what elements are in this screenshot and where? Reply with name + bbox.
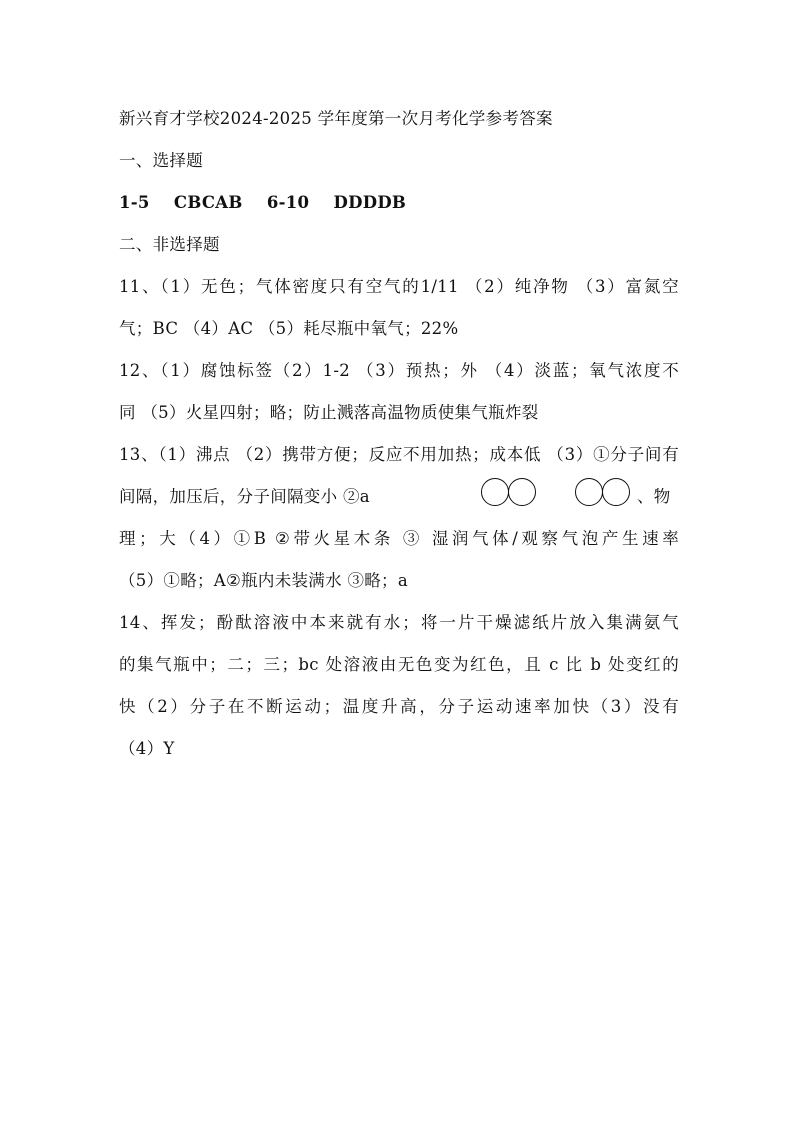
q13-line-4: （5）①略；A②瓶内未装满水 ③略；a bbox=[119, 571, 408, 590]
q12-line-2: 同 （5）火星四射；略；防止溅落高温物质使集气瓶炸裂 bbox=[119, 403, 539, 422]
q13-line-1: 13、（1）沸点 （2）携带方便；反应不用加热；成本低 （3）①分子间有 bbox=[119, 445, 679, 464]
molecule-circle-icon bbox=[508, 478, 536, 506]
q13-line-2-text: 间隔，加压后，分子间隔变小 ②a bbox=[119, 487, 370, 506]
molecule-circle-icon bbox=[602, 478, 630, 506]
q13-line-3: 理；大（4）①B ②带火星木条 ③ 湿润气体/观察气泡产生速率 bbox=[119, 529, 679, 548]
q13-line-2 bbox=[119, 486, 679, 508]
q11-line-1: 11、（1）无色；气体密度只有空气的1/11 （2）纯净物 （3）富氮空 bbox=[119, 277, 679, 296]
document-title: 新兴育才学校2024-2025 学年度第一次月考化学参考答案 bbox=[119, 109, 553, 128]
q14-line-4: （4）Y bbox=[119, 739, 175, 758]
molecule-diagram-1 bbox=[481, 482, 536, 506]
q12-line-1: 12、（1）腐蚀标签（2）1-2 （3）预热；外 （4）淡蓝；氧气浓度不 bbox=[119, 361, 679, 380]
molecule-diagram-2 bbox=[575, 482, 630, 506]
molecule-circle-icon bbox=[481, 478, 509, 506]
choice-answers: 1-5 CBCAB 6-10 DDDDB bbox=[119, 193, 407, 212]
section-heading-choice: 一、选择题 bbox=[119, 151, 203, 170]
section-heading-nonchoice: 二、非选择题 bbox=[119, 235, 220, 254]
q11-line-2: 气；BC （4）AC （5）耗尽瓶中氧气；22% bbox=[119, 319, 459, 338]
q14-line-2: 的集气瓶中；二；三；bc 处溶液由无色变为红色，且 c 比 b 处变红的 bbox=[119, 655, 679, 674]
q14-line-3: 快（2）分子在不断运动；温度升高，分子运动速率加快（3）没有 bbox=[119, 697, 679, 716]
molecule-circle-icon bbox=[575, 478, 603, 506]
q13-line-2-suffix: 、物 bbox=[637, 487, 671, 506]
q14-line-1: 14、挥发；酚酞溶液中本来就有水；将一片干燥滤纸片放入集满氨气 bbox=[119, 613, 679, 632]
